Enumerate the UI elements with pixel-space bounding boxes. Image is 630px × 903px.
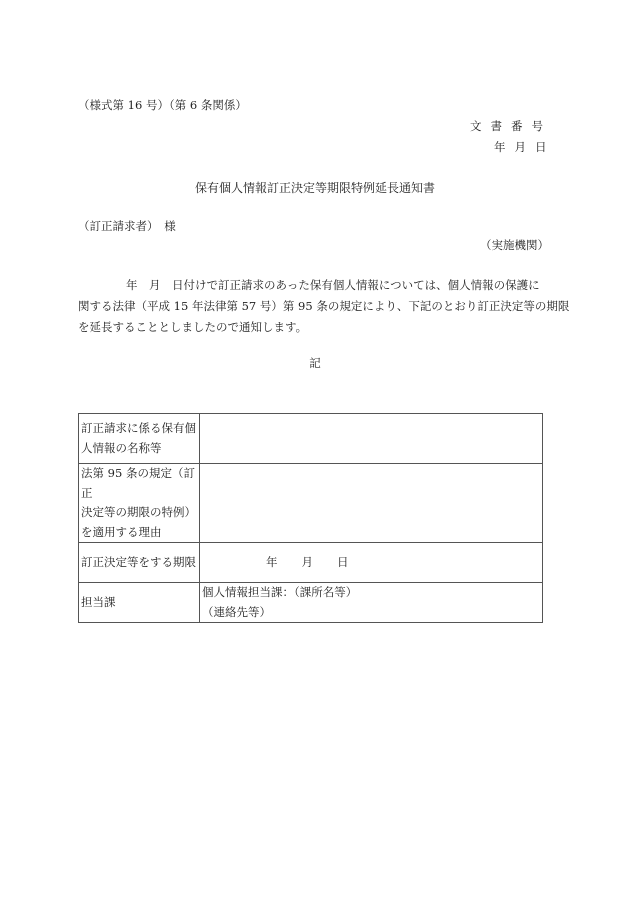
label-line: 人情報の名称等 xyxy=(81,440,162,455)
row-label-record-name xyxy=(79,414,200,464)
label-line: 決定等の期限の特例） xyxy=(81,505,196,519)
form-label: （様式第 16 号）（第 6 条関係） xyxy=(78,98,247,112)
row-value-department xyxy=(200,583,543,623)
row-label-reason xyxy=(79,464,200,543)
row-label-deadline xyxy=(79,543,200,583)
label-line: 訂正請求に係る保有個 xyxy=(81,421,196,435)
row-value-record-name xyxy=(200,414,543,464)
issue-date: 年月日 xyxy=(494,140,556,154)
table-row xyxy=(79,543,543,583)
deadline-year: 年 xyxy=(266,554,278,569)
label-line: 担当課 xyxy=(81,594,116,609)
addressee: （訂正請求者） 様 xyxy=(78,219,176,233)
body-line: を延長することとしましたので通知します。 xyxy=(78,320,308,334)
department-name: 個人情報担当課：（課所名等） xyxy=(202,585,358,599)
table-row xyxy=(79,464,543,543)
contact-info: （連絡先等） xyxy=(202,604,271,619)
label-line: 法第 95 条の規定（訂正 xyxy=(81,466,195,500)
body-line: 年 月 日付けで訂正請求のあった保有個人情報については、個人情報の保護に xyxy=(126,278,540,292)
table-row xyxy=(79,583,543,623)
body-line: 関する法律（平成 15 年法律第 57 号）第 95 条の規定により、下記のとおり訂正決定等の期限 xyxy=(78,299,570,313)
row-label-department xyxy=(79,583,200,623)
label-line: を適用する理由 xyxy=(81,524,162,539)
table-row xyxy=(79,414,543,464)
notice-body xyxy=(78,275,570,338)
document-number: 文書番号 xyxy=(470,119,552,133)
details-table xyxy=(78,413,543,623)
ki-heading: 記 xyxy=(309,356,321,370)
label-line: 訂正決定等をする期限 xyxy=(81,554,196,569)
row-value-deadline xyxy=(200,543,543,583)
implementing-agency: （実施機関） xyxy=(480,238,549,252)
deadline-day: 日 xyxy=(337,554,349,569)
document-title: 保有個人情報訂正決定等期限特例延長通知書 xyxy=(194,181,435,195)
row-value-reason xyxy=(200,464,543,543)
deadline-month: 月 xyxy=(301,554,313,569)
